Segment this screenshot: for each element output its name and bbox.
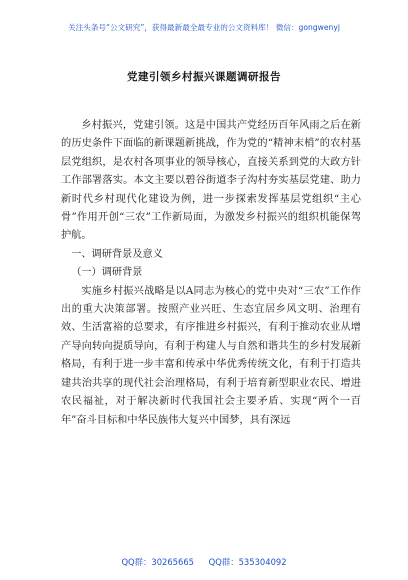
- document-body: [61, 117, 361, 430]
- footer-qq-group-1: QQ群：30265665: [121, 557, 194, 567]
- background-paragraph: 实施乡村振兴战略是以A同志为核心的党中央对“三农”工作作出的重大决策部署。按照产业兴旺、生态宜居乡风文明、治理有效、生活富裕的总要求，有序推进乡村振兴，有利于推动农业从增产导向转向提质导向，有利于构建人与自然和谐共生的乡村发展新格局，有利于进一步丰富和传承中华优秀传统文化，有利于打造共建共治共享的现代社会治理格局，有利于培育新型职业农民、增进农民福祉，对于解决新时代我国社会主要矛盾、实现“两个一百年”奋斗目标和中华民族伟大复兴中国梦，具有深远: [61, 285, 361, 426]
- intro-paragraph: 乡村振兴，党建引领。这是中国共产党经历百年风雨之后在新的历史条件下面临的新课题新挑战，作为党的“精神末梢”的农村基层党组织，是农村各项事业的领导核心，直接关系到党的大政方针工作部署落实。本文主要以碧谷街道李子沟村夯实基层党建、助力新时代乡村现代化建设为例，进一步探索发挥基层党组织“主心骨”作用开创“三农”工作新局面，为激发乡村振兴的组织机能保驾护航。: [61, 120, 361, 242]
- footer-qq-group-2: QQ群：535304092: [208, 557, 287, 567]
- page-title: 党建引领乡村振兴课题调研报告: [127, 71, 281, 83]
- footer: [0, 556, 408, 568]
- section-heading: 一、调研背景及意义: [71, 248, 163, 260]
- header-note: 关注头条号“公文研究”，获得最新最全最专业的公文资料库！ 微信：gongwenyj: [68, 23, 340, 32]
- subsection-heading: （一）调研背景: [71, 267, 143, 279]
